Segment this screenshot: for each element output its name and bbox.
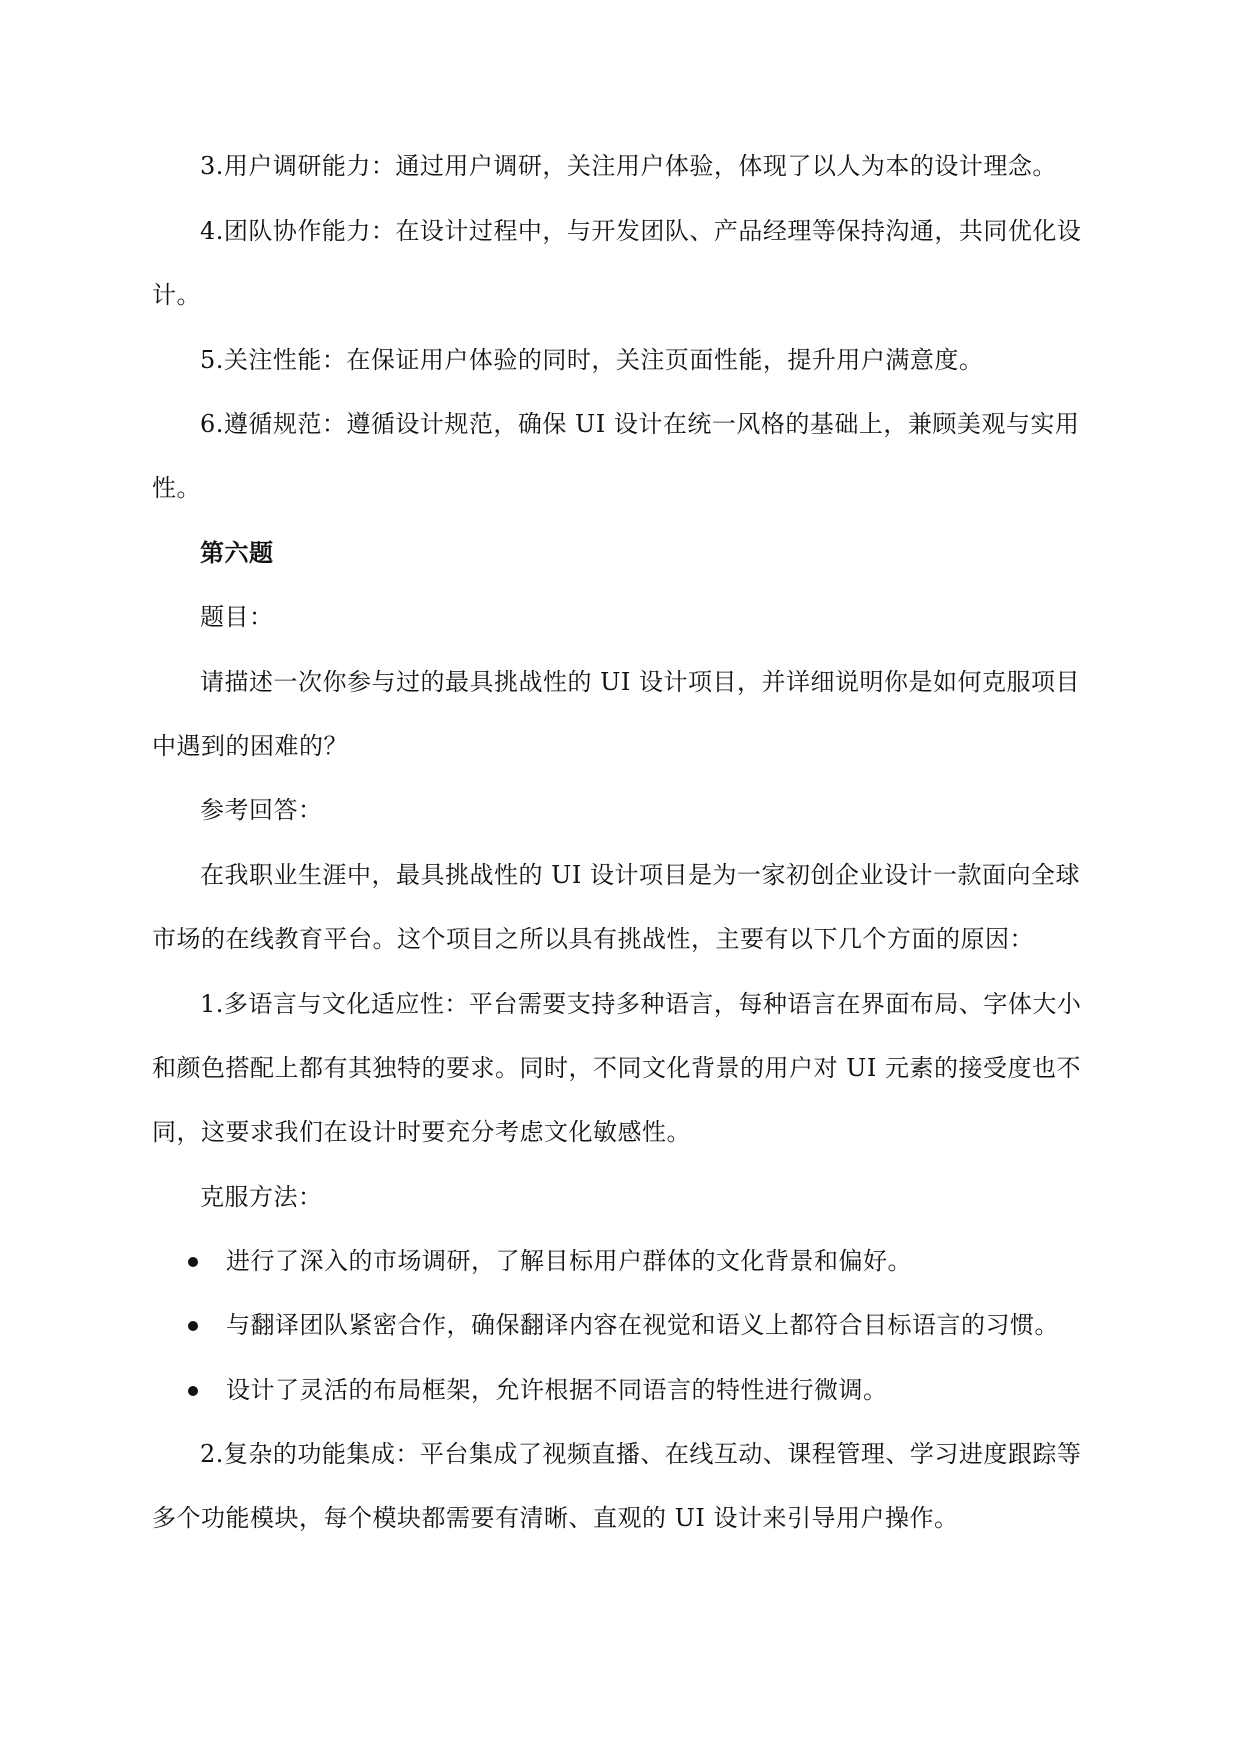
paragraph-standards-line1: 6.遵循规范：遵循设计规范，确保 UI 设计在统一风格的基础上，兼顾美观与实用 [200,410,1080,438]
question-label: 题目： [200,603,274,631]
paragraph-standards-line2: 性。 [152,474,201,502]
paragraph-user-research: 3.用户调研能力：通过用户调研，关注用户体验，体现了以人为本的设计理念。 [200,152,1057,180]
question-line1: 请描述一次你参与过的最具挑战性的 UI 设计项目，并详细说明你是如何克服项目 [200,668,1080,696]
bullet-item: 进行了深入的市场调研，了解目标用户群体的文化背景和偏好。 [226,1247,912,1275]
bullet-item: 设计了灵活的布局框架，允许根据不同语言的特性进行微调。 [226,1376,888,1404]
method-label: 克服方法： [200,1183,323,1211]
bullet-dot [188,1321,198,1331]
paragraph-teamwork-line2: 计。 [152,281,201,309]
point2-line1: 2.复杂的功能集成：平台集成了视频直播、在线互动、课程管理、学习进度跟踪等 [200,1440,1082,1468]
question-line2: 中遇到的困难的？ [152,732,348,760]
bullet-item: 与翻译团队紧密合作，确保翻译内容在视觉和语义上都符合目标语言的习惯。 [226,1311,1059,1339]
bullet-dot [188,1257,198,1267]
answer-intro-line2: 市场的在线教育平台。这个项目之所以具有挑战性，主要有以下几个方面的原因： [152,925,1034,953]
paragraph-teamwork-line1: 4.团队协作能力：在设计过程中，与开发团队、产品经理等保持沟通，共同优化设 [200,217,1082,245]
answer-intro-line1: 在我职业生涯中，最具挑战性的 UI 设计项目是为一家初创企业设计一款面向全球 [200,861,1080,889]
paragraph-performance: 5.关注性能：在保证用户体验的同时，关注页面性能，提升用户满意度。 [200,346,984,374]
answer-label: 参考回答： [200,796,323,824]
point2-line2: 多个功能模块，每个模块都需要有清晰、直观的 UI 设计来引导用户操作。 [152,1504,959,1532]
point1-line3: 同，这要求我们在设计时要充分考虑文化敏感性。 [152,1118,691,1146]
bullet-dot [188,1386,198,1396]
section-title: 第六题 [200,538,274,567]
point1-line2: 和颜色搭配上都有其独特的要求。同时，不同文化背景的用户对 UI 元素的接受度也不 [152,1054,1081,1082]
point1-line1: 1.多语言与文化适应性：平台需要支持多种语言，每种语言在界面布局、字体大小 [200,990,1082,1018]
